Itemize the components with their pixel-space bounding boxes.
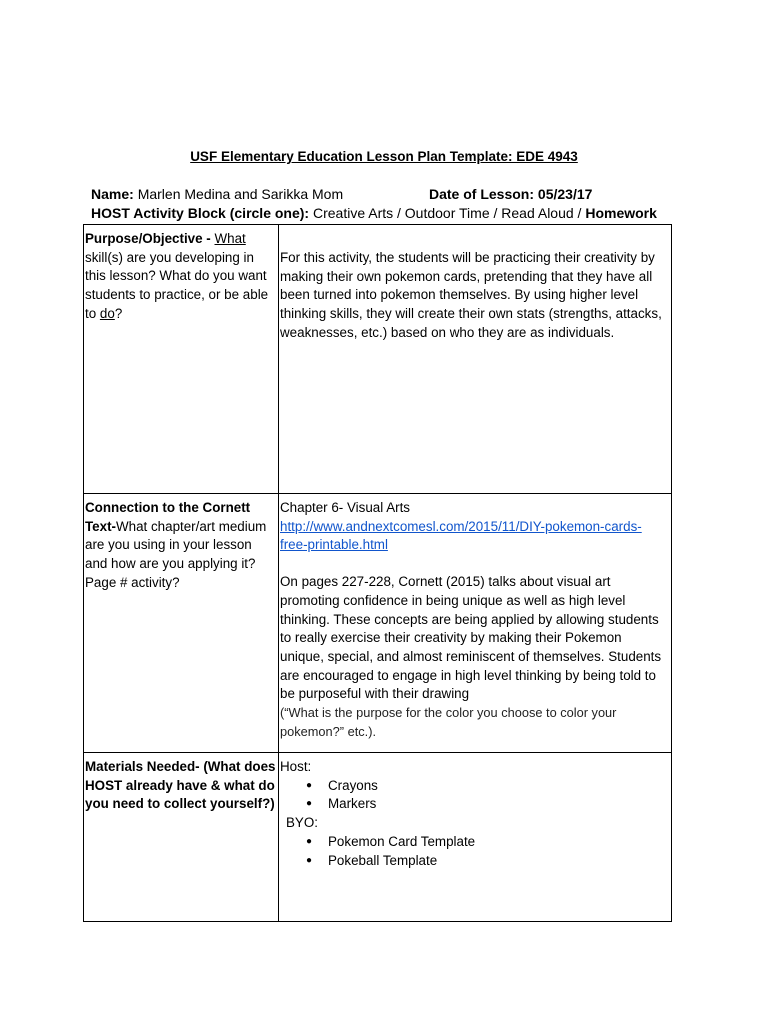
- purpose-label-cell: [84, 225, 279, 494]
- connection-label-cell: [84, 494, 279, 753]
- host-options: Creative Arts / Outdoor Time / Read Aloud /: [312, 205, 582, 221]
- purpose-content: For this activity, the students will be practicing their creativity by making their own pokemon cards, pretending that they have all been turned into pokemon themselves. By using higher level thinking skills, they will create their own stats (strengths, attacks, weaknesses, etc.) based on who they are as individuals.: [280, 250, 662, 340]
- connection-content-cell: [279, 494, 672, 753]
- purpose-label-rest: skill(s) are you developing in this lesson? What do you want students to practice, or be able to: [85, 249, 269, 321]
- chapter-text: Chapter 6- Visual Arts: [280, 500, 411, 515]
- date-label: Date of Lesson:: [429, 186, 535, 202]
- connection-content: On pages 227-228, Cornett (2015) talks about visual art promoting confidence in being unique as well as high level thinking. These concepts are being applied by allowing students to really exercise their creativity by making their Pokemon unique, special, and almost reminiscent of themselves. Students are encouraged to engage in high level thinking by being told to be purposeful with their drawing: [280, 574, 662, 702]
- connection-quote: (“What is the purpose for the color you choose to color your pokemon?” etc.).: [280, 705, 617, 739]
- list-item: ● Crayons: [328, 777, 665, 796]
- host-label: HOST Activity Block (circle one):: [91, 205, 310, 221]
- host-heading: Host:: [280, 759, 312, 774]
- host-activity-line: [91, 205, 657, 221]
- lesson-plan-table: [83, 224, 672, 922]
- byo-materials-list: [280, 833, 665, 870]
- purpose-label-do: do: [99, 305, 115, 321]
- materials-label-cell: [84, 753, 279, 922]
- materials-label: Materials Needed- (What does HOST already have & what do you need to collect yourself?): [85, 759, 276, 812]
- name-line: [91, 186, 343, 202]
- date-value: 05/23/17: [537, 186, 593, 202]
- list-item: ● Markers: [328, 795, 665, 814]
- list-item: ● Pokemon Card Template: [328, 833, 665, 852]
- pokemon-cards-link[interactable]: http://www.andnextcomesl.com/2015/11/DIY-pokemon-cards-free-printable.html: [280, 518, 642, 553]
- list-item: ● Pokeball Template: [328, 852, 665, 871]
- byo-heading: BYO:: [286, 815, 318, 831]
- purpose-content-cell: [279, 225, 672, 494]
- materials-content-cell: [279, 753, 672, 922]
- connection-row: [84, 494, 672, 753]
- connection-label-rest: What chapter/art medium are you using in your lesson and how are you applying it? Page # activity?: [85, 518, 267, 590]
- connection-label-bold: Connection to the Cornett Text-: [85, 500, 251, 534]
- host-selected: Homework: [585, 205, 657, 221]
- purpose-row: [84, 225, 672, 494]
- name-label: Name:: [91, 186, 134, 202]
- purpose-label-bold: Purpose/Objective -: [85, 231, 211, 246]
- purpose-label-end: ?: [114, 305, 123, 321]
- name-value: Marlen Medina and Sarikka Mom: [137, 186, 344, 202]
- purpose-label-what: What: [214, 231, 246, 246]
- host-materials-list: [280, 777, 665, 814]
- document-title: USF Elementary Education Lesson Plan Template: EDE 4943: [190, 149, 578, 164]
- materials-row: [84, 753, 672, 922]
- date-line: [429, 186, 592, 202]
